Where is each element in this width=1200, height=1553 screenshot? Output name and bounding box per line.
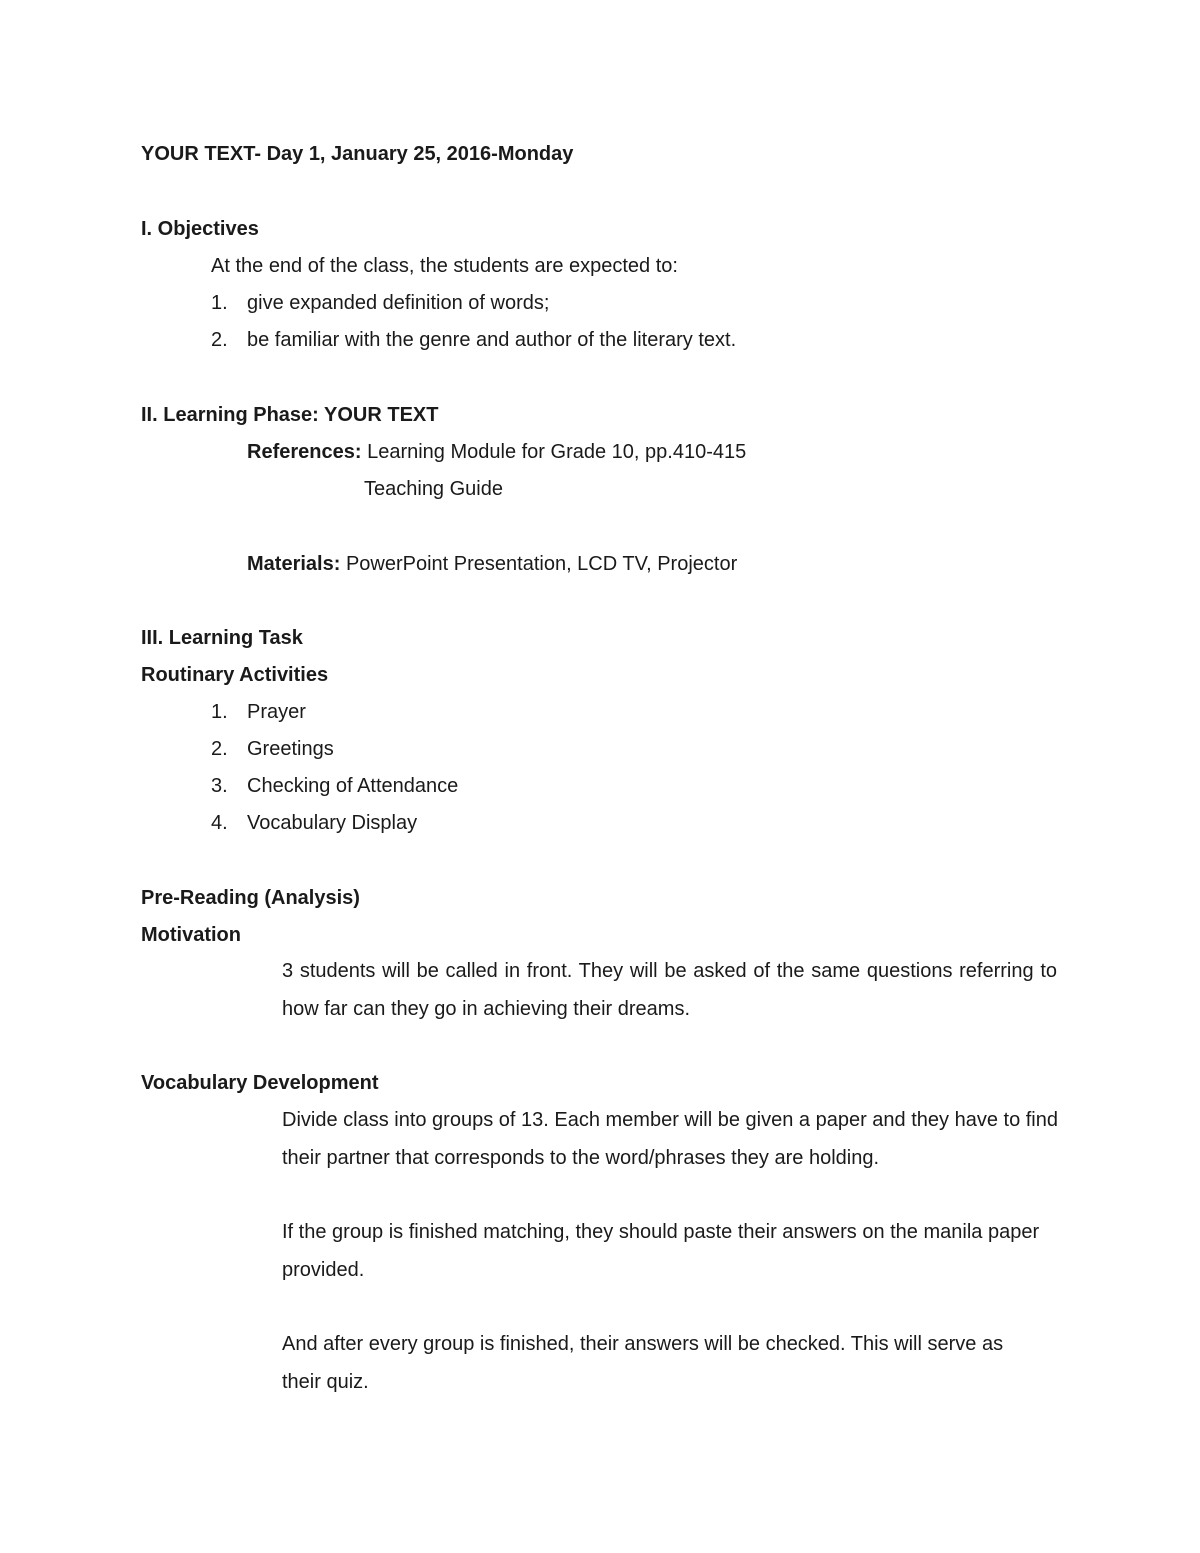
list-text: give expanded definition of words; [247,292,550,314]
vocabulary-paragraph: Divide class into groups of 13. Each member will be given a paper and they have to find their partner that corresponds to the word/phrases they are holding. [282,1109,1058,1169]
motivation-text: 3 students will be called in front. They will be asked of the same questions referring to how far can they go in achieving their dreams. [282,960,1057,1020]
routinary-item [211,700,306,724]
list-text: be familiar with the genre and author of the literary text. [247,329,737,351]
materials-row [247,552,737,576]
motivation-heading: Motivation [141,924,241,946]
routinary-item [211,774,458,798]
page-title: YOUR TEXT- Day 1, January 25, 2016-Monday [141,143,574,165]
objective-item [211,328,736,352]
reference-item: Teaching Guide [364,478,503,500]
vocabulary-paragraph: If the group is finished matching, they should paste their answers on the manila paper provided. [282,1221,1040,1281]
pre-reading-heading: Pre-Reading (Analysis) [141,887,360,909]
list-number: 2. [211,738,228,760]
references-row [247,440,746,464]
list-number: 2. [211,329,228,351]
vocabulary-paragraph: And after every group is finished, their answers will be checked. This will serve as their quiz. [282,1333,1004,1393]
learning-task-heading: III. Learning Task [141,627,303,649]
list-text: Vocabulary Display [247,812,418,834]
objectives-intro: At the end of the class, the students are expected to: [211,255,678,277]
materials-label: Materials: [247,553,341,575]
objectives-heading: I. Objectives [141,218,259,240]
learning-phase-heading: II. Learning Phase: YOUR TEXT [141,404,439,426]
materials-text: PowerPoint Presentation, LCD TV, Projector [345,553,738,575]
reference-item: Learning Module for Grade 10, pp.410-415 [367,441,747,463]
list-text: Checking of Attendance [247,775,459,797]
routinary-item [211,737,334,761]
list-number: 3. [211,775,228,797]
list-text: Prayer [247,701,306,723]
list-text: Greetings [247,738,334,760]
objective-item [211,291,549,315]
list-number: 1. [211,292,228,314]
list-number: 4. [211,812,228,834]
routinary-item [211,811,417,835]
list-number: 1. [211,701,228,723]
vocabulary-heading: Vocabulary Development [141,1072,379,1094]
references-label: References: [247,441,362,463]
routinary-heading: Routinary Activities [141,664,329,686]
